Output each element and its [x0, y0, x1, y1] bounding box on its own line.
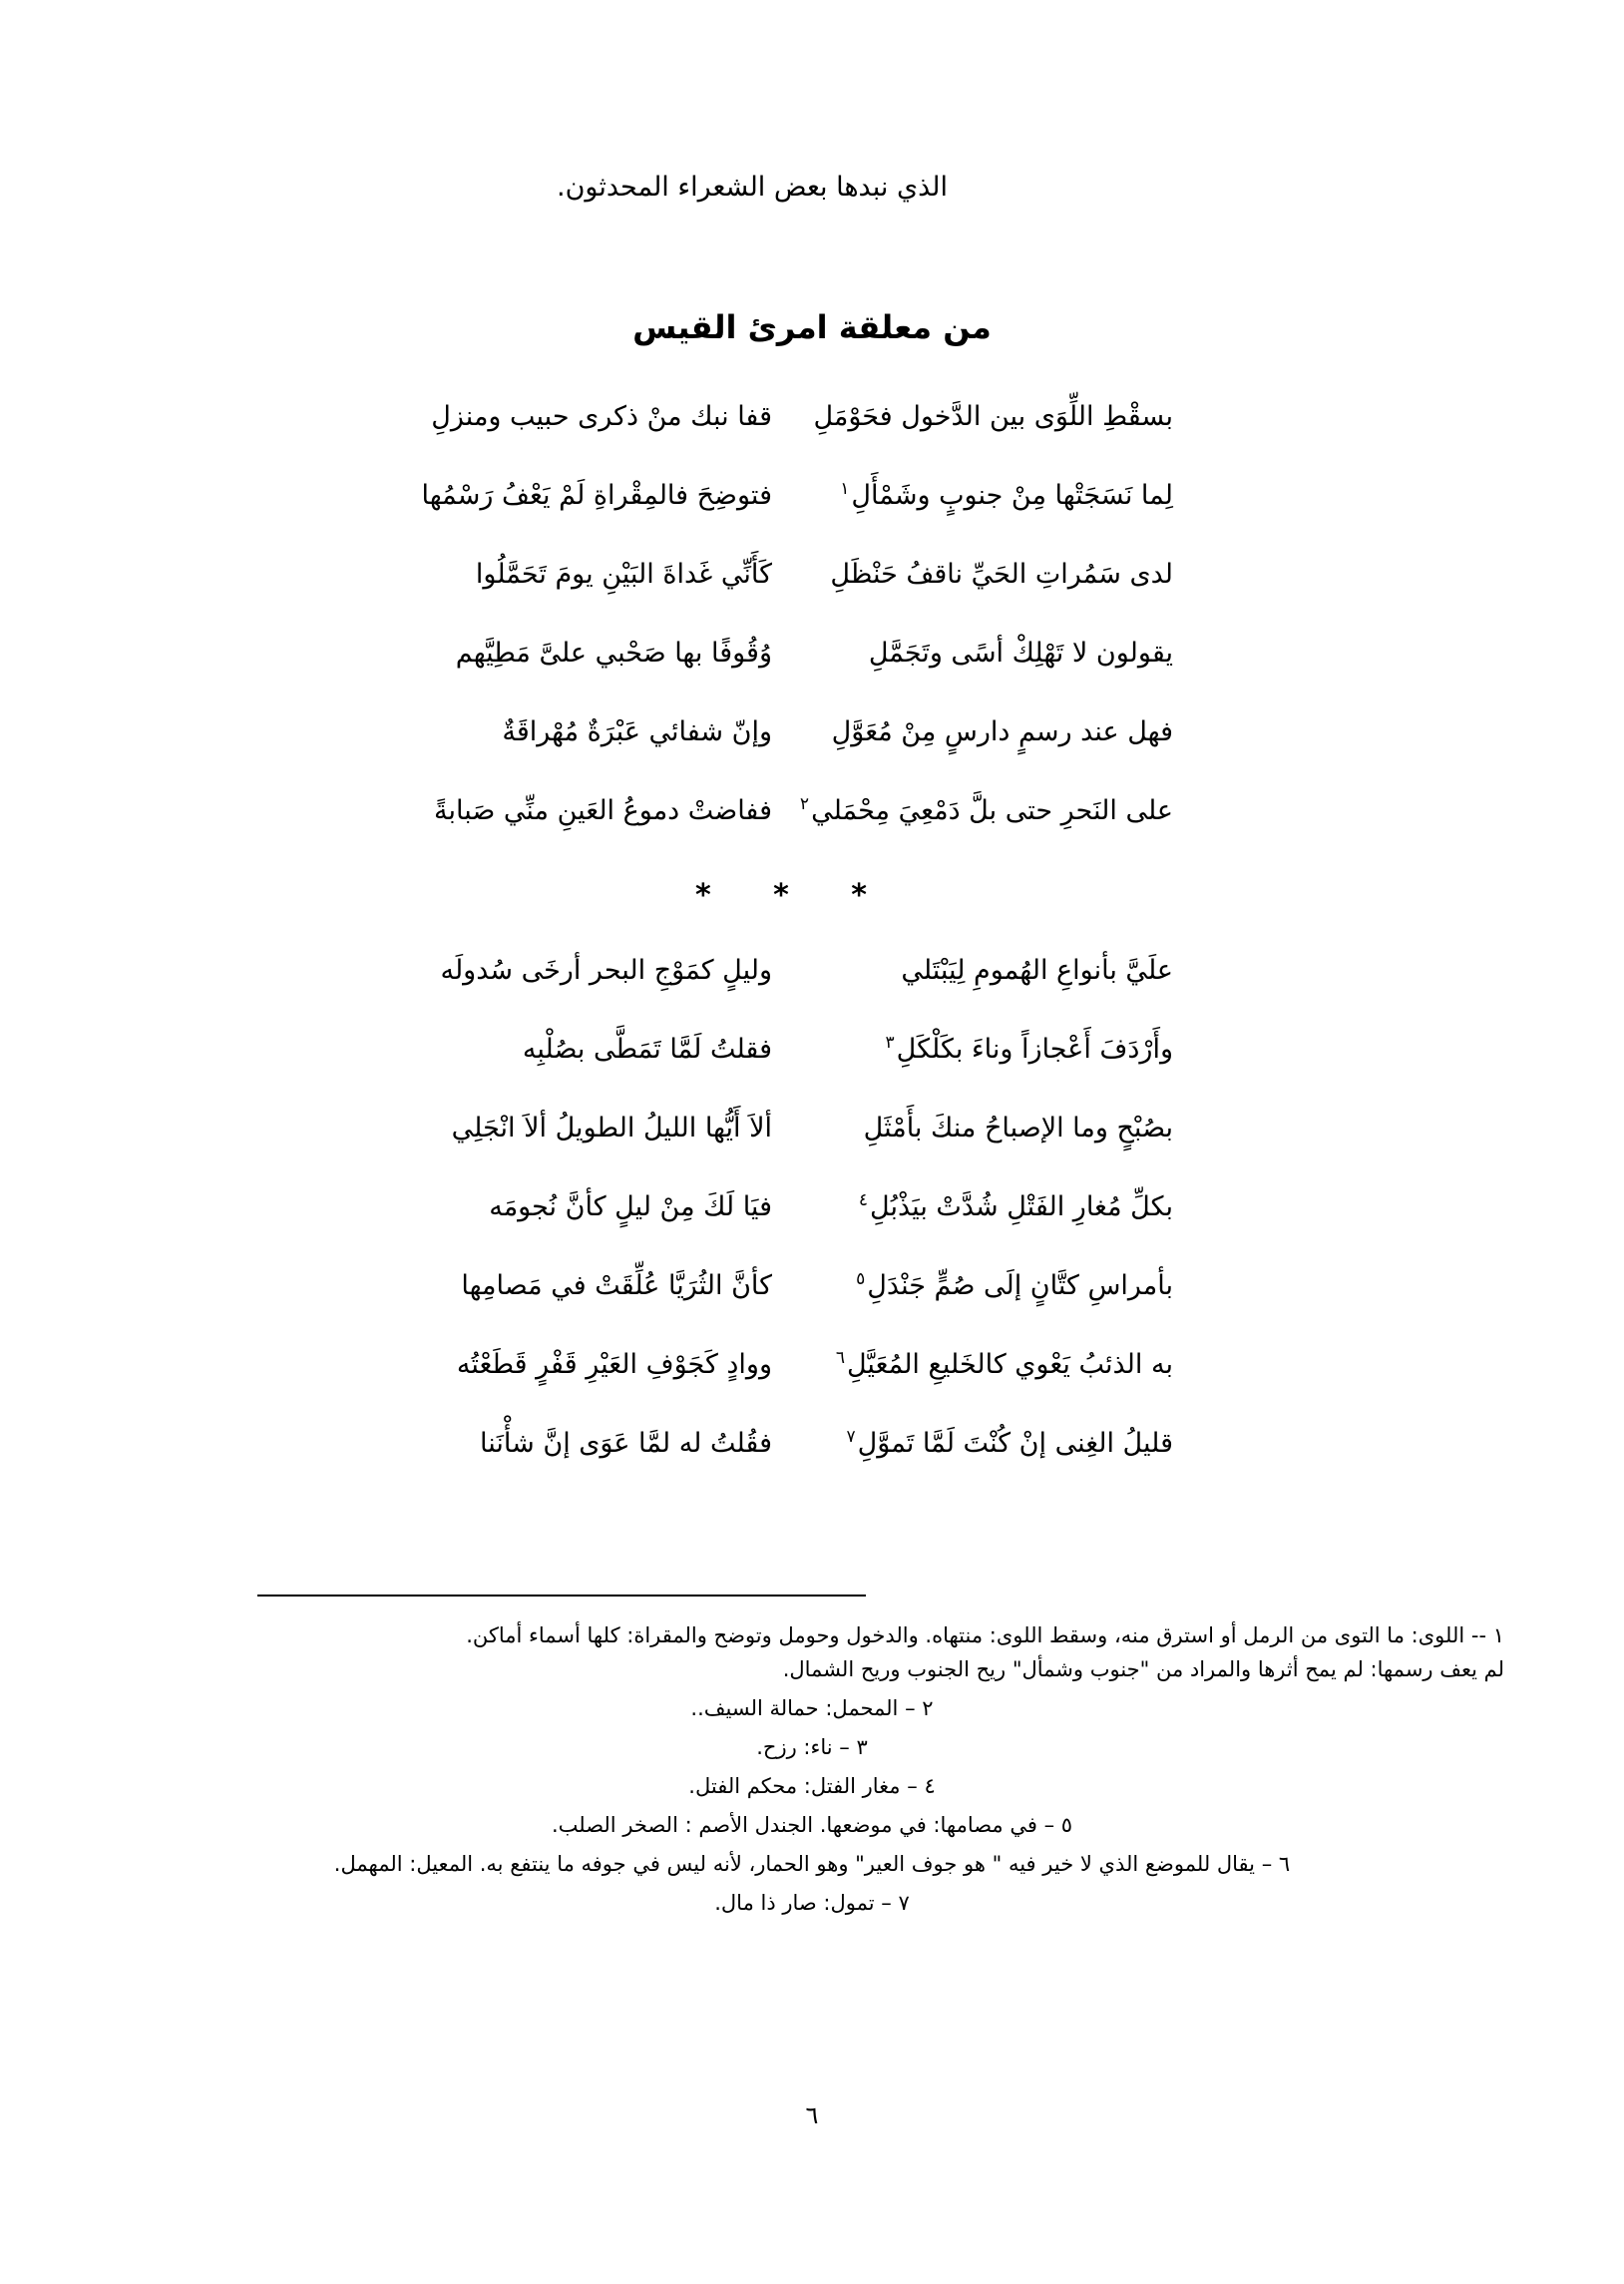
hemistich-second-text: بأمراسِ كتَّانٍ إلَى صُمٍّ جَنْدَلِ	[867, 1270, 1173, 1301]
footnote-divider	[257, 1595, 866, 1597]
footnote-marker: ٤	[858, 1190, 869, 1210]
footnote-text: ناء: رزح.	[756, 1735, 833, 1760]
verse-row	[0, 953, 1624, 1032]
hemistich-first: ووادٍ كَجَوْفِ العَيْرِ قَفْرٍ قَطَعْتُه	[456, 1349, 772, 1380]
footnote-text: المحمل: حمالة السيف..	[690, 1696, 899, 1721]
hemistich-second	[812, 399, 1191, 435]
footnotes-section	[120, 1618, 1504, 1925]
hemistich-second	[812, 953, 1191, 989]
hemistich-second-text: يقولون لا تَهْلِكْ أسًى وتَجَمَّلِ	[868, 638, 1173, 669]
footnote-item	[120, 1886, 1504, 1920]
footnote-item	[120, 1847, 1504, 1881]
hemistich-second	[812, 1268, 1191, 1304]
footnote-marker-text: ١ --	[1470, 1623, 1504, 1647]
hemistich-second-text: لِما نَسَجَتْها مِنْ جنوبٍ وشَمْأَلِ	[851, 480, 1173, 511]
hemistich-second	[812, 1347, 1191, 1383]
footnote-marker: ٢	[799, 794, 810, 814]
footnote-marker-text: ٦ –	[1261, 1852, 1291, 1877]
hemistich-first: وليلٍ كمَوْجِ البحر أرخَى سُدولَه	[440, 955, 772, 986]
hemistich-second-text: بصُبْحٍ وما الإصباحُ منكَ بأَمْثَلِ	[863, 1113, 1173, 1143]
footnote-text: في مصامها: في موضعها. الجندل الأصم : الصخر الصلب.	[551, 1813, 1037, 1838]
footnote-marker: ٦	[835, 1348, 845, 1368]
verse-row	[0, 793, 1624, 872]
hemistich-first: وُقُوفًا بها صَحْبي علىَّ مَطِيَّهم	[455, 638, 772, 669]
hemistich-first: ألاَ أَيُّها الليلُ الطويلُ ألاَ انْجَلِي	[451, 1113, 772, 1143]
footnote-marker: ٥	[856, 1269, 866, 1289]
hemistich-second	[812, 714, 1191, 750]
verse-row	[0, 1111, 1624, 1189]
footnote-item	[120, 1691, 1504, 1725]
verse-row	[0, 478, 1624, 557]
hemistich-second	[812, 1189, 1191, 1225]
hemistich-first: ففاضتْ دموعُ العَينِ منِّي صَبابةً	[434, 795, 772, 826]
hemistich-second-text: على النَحرِ حتى بلَّ دَمْعِيَ مِحْمَلي	[811, 795, 1173, 826]
verse-row	[0, 1189, 1624, 1268]
intro-text-inner: الذي نبدها بعض الشعراء المحدثون.	[556, 172, 949, 203]
hemistich-second-text: بسقْطِ اللِّوَى بين الدَّخول فحَوْمَلِ	[813, 401, 1173, 432]
hemistich-first: كَأَنِّي غَداةَ البَيْنِ يومَ تَحَمَّلُوا	[475, 559, 772, 590]
hemistich-first: وإنّ شفائي عَبْرَةٌ مُهْراقَةٌ	[502, 716, 772, 747]
hemistich-second	[812, 557, 1191, 593]
footnote-item	[120, 1769, 1504, 1803]
intro-text	[0, 168, 1624, 209]
page-number: ٦	[805, 2101, 819, 2129]
footnote-text: يقال للموضع الذي لا خير فيه " هو جوف العير" وهو الحمار، لأنه ليس في جوفه ما ينتفع به. المعيل: المهمل.	[333, 1852, 1256, 1877]
hemistich-second	[812, 478, 1191, 514]
hemistich-second-text: قليلُ الغِنى إنْ كُنْتَ لَمَّا تَموَّلِ	[857, 1428, 1173, 1459]
verse-row	[0, 1032, 1624, 1111]
page-title: من معلقة امرئ القيس	[632, 308, 992, 347]
hemistich-second	[799, 793, 1191, 829]
section-separator	[0, 878, 1624, 913]
footnote-marker-text: ٢ –	[905, 1696, 934, 1721]
hemistich-first: فيَا لَكَ مِنْ ليلٍ كأنَّ نُجومَه	[489, 1191, 772, 1222]
verse-row	[0, 714, 1624, 793]
footnote-marker: ٧	[846, 1427, 856, 1447]
footnote-item	[120, 1618, 1504, 1686]
hemistich-first: فقُلتُ له لمَّا عَوَى إنَّ شأْنَنا	[480, 1428, 772, 1459]
hemistich-second-text: وأَرْدَفَ أَعْجازاً وناءَ بكَلْكَلِ	[896, 1034, 1173, 1065]
footnote-text-continued: لم يعف رسمها: لم يمح أثرها والمراد من "جنوب وشمأل" ريح الجنوب وريح الشمال.	[782, 1657, 1504, 1682]
footnote-marker-text: ٣ –	[839, 1735, 868, 1760]
hemistich-second-text: لدى سَمُراتِ الحَيِّ ناقفُ حَنْظَلِ	[830, 559, 1173, 590]
footnote-marker: ٣	[885, 1033, 895, 1053]
hemistich-second	[812, 1426, 1191, 1462]
verse-row	[0, 1426, 1624, 1505]
footnote-marker-text: ٤ –	[907, 1774, 936, 1799]
verse-row	[0, 557, 1624, 636]
footnote-item	[120, 1808, 1504, 1842]
footnote-text: اللوى: ما التوى من الرمل أو استرق منه، وسقط اللوى: منتهاه. والدخول وحومل وتوضح والمقراة: كلها أسماء أماكن.	[466, 1623, 1465, 1647]
footnote-marker-text: ٧ –	[881, 1891, 910, 1916]
verse-block-second	[0, 953, 1624, 1505]
footnote-text: مغار الفتل: محكم الفتل.	[688, 1774, 901, 1799]
hemistich-second-text: علَيَّ بأنواعِ الهُمومِ لِيَبْتَلي	[901, 955, 1173, 986]
hemistich-second-text: بكلِّ مُغارِ الفَتْلِ شُدَّتْ بيَذْبُلِ	[870, 1191, 1173, 1222]
hemistich-first: قفا نبك منْ ذكرى حبيب ومنزلِ	[431, 401, 772, 432]
hemistich-second	[812, 636, 1191, 672]
hemistich-first: فقلتُ لَمَّا تَمَطَّى بصُلْبِه	[522, 1034, 772, 1065]
verse-row	[0, 1268, 1624, 1347]
verse-row	[0, 1347, 1624, 1426]
section-separator-stars: * * *	[695, 878, 893, 913]
verse-block-first	[0, 399, 1624, 872]
hemistich-first: فتوضِحَ فالمِقْراةِ لَمْ يَعْفُ رَسْمُها	[421, 480, 772, 511]
hemistich-second	[812, 1111, 1191, 1146]
hemistich-second-text: فهل عند رسمٍ دارسٍ مِنْ مُعَوَّلِ	[831, 716, 1173, 747]
footnote-text: تمول: صار ذا مال.	[714, 1891, 875, 1916]
verse-row	[0, 399, 1624, 478]
footnote-item	[120, 1730, 1504, 1764]
hemistich-first: كأنَّ الثُرَيَّا عُلِّقَتْ في مَصامِها	[461, 1270, 772, 1301]
hemistich-second-text: به الذئبُ يَعْوي كالخَليعِ المُعَيَّلِ	[846, 1349, 1173, 1380]
verse-row	[0, 636, 1624, 714]
footnote-marker-text: ٥ –	[1043, 1813, 1073, 1838]
hemistich-second	[812, 1032, 1191, 1068]
footnote-marker: ١	[840, 479, 850, 499]
